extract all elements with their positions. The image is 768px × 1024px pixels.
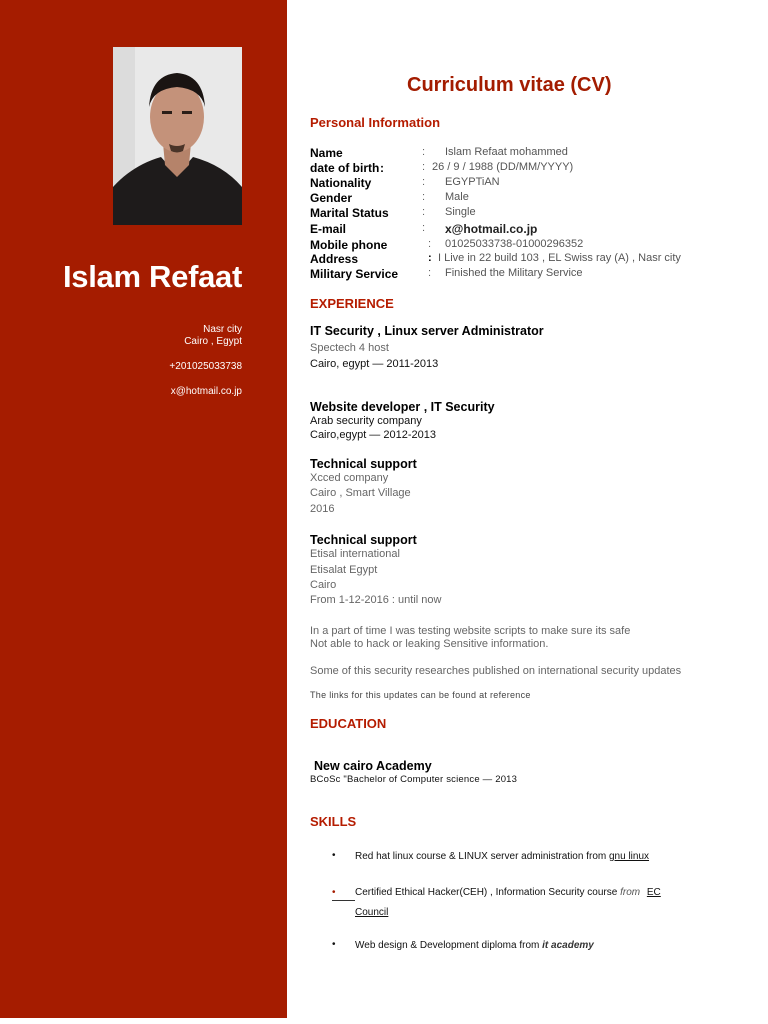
- sidebar-name: Islam Refaat: [62, 259, 242, 294]
- underline-divider: [332, 900, 355, 901]
- skill-from: from: [620, 887, 641, 898]
- degree: BCoSc "Bachelor of Computer science — 2013: [310, 774, 518, 785]
- colon: :: [422, 206, 426, 218]
- education-heading: EDUCATION: [310, 716, 387, 731]
- info-row-dob: [310, 161, 750, 176]
- info-row-military: [310, 267, 750, 282]
- info-label: Nationality: [310, 176, 372, 190]
- info-label: Mobile phone: [310, 238, 388, 252]
- skill-item: [355, 940, 594, 951]
- sidebar-email[interactable]: x@hotmail.co.jp: [170, 386, 242, 397]
- job-company: Etisal international: [310, 548, 400, 560]
- job-company-2: Etisalat Egypt: [310, 564, 378, 576]
- skill-link[interactable]: gnu linux: [609, 851, 650, 862]
- info-label: Military Service: [310, 267, 399, 281]
- school-name: New cairo Academy: [314, 759, 432, 773]
- info-row-email: [310, 222, 750, 237]
- colon: :: [380, 161, 384, 175]
- sidebar-address-line2: Cairo , Egypt: [184, 336, 242, 347]
- info-value: I Live in 22 build 103 , EL Swiss ray (A) , Nasr city: [438, 252, 681, 264]
- job-date: From 1-12-2016 : until now: [310, 594, 442, 606]
- job-company: Arab security company: [310, 415, 422, 427]
- info-row-address: [310, 252, 750, 267]
- experience-note: Some of this security researches published on international security updates: [310, 665, 682, 677]
- skill-text: Certified Ethical Hacker(CEH) , Information Security course: [355, 887, 621, 898]
- colon: :: [422, 146, 426, 158]
- experience-note: Not able to hack or leaking Sensitive information.: [310, 638, 549, 650]
- info-value: Male: [445, 191, 469, 203]
- info-row-mobile: [310, 238, 750, 253]
- info-label: Name: [310, 146, 343, 160]
- info-label: date of birth: [310, 161, 380, 175]
- info-row-name: [310, 146, 750, 161]
- info-value: 26 / 9 / 1988 (DD/MM/YYYY): [432, 161, 574, 173]
- job-location: Cairo , Smart Village: [310, 487, 411, 499]
- info-value: 01025033738-01000296352: [445, 238, 584, 250]
- personal-info-heading: Personal Information: [310, 115, 441, 130]
- bullet-icon: •: [332, 939, 336, 950]
- colon: :: [428, 238, 432, 250]
- bullet-icon: •: [332, 850, 336, 861]
- colon: :: [422, 161, 426, 173]
- info-label: Marital Status: [310, 206, 389, 220]
- info-value-email[interactable]: x@hotmail.co.jp: [445, 222, 538, 236]
- info-value: Finished the Military Service: [445, 267, 583, 279]
- job-title: Website developer , IT Security: [310, 400, 495, 414]
- job-title: Technical support: [310, 533, 417, 547]
- sidebar-phone: +201025033738: [169, 361, 242, 372]
- skill-item-continued: [355, 907, 388, 918]
- experience-heading: EXPERIENCE: [310, 296, 394, 311]
- skills-heading: SKILLS: [310, 814, 357, 829]
- job-title: IT Security , Linux server Administrator: [310, 324, 544, 338]
- info-label: Gender: [310, 191, 353, 205]
- colon: :: [422, 191, 426, 203]
- info-row-marital: [310, 206, 750, 221]
- sidebar: [0, 0, 287, 1018]
- colon: :: [428, 252, 432, 264]
- bullet-icon: •: [332, 887, 336, 898]
- profile-photo: [113, 47, 242, 225]
- main-content: [309, 0, 749, 1024]
- skill-link[interactable]: Council: [355, 907, 389, 918]
- info-value: Single: [445, 206, 476, 218]
- skill-link[interactable]: it academy: [542, 940, 594, 951]
- info-row-nationality: [310, 176, 750, 191]
- skill-item: [355, 887, 661, 898]
- info-row-gender: [310, 191, 750, 206]
- job-location-date: Cairo,egypt — 2012-2013: [310, 429, 436, 441]
- info-value: EGYPTiAN: [445, 176, 500, 188]
- info-label: Address: [310, 252, 359, 266]
- job-company: Xcced company: [310, 472, 389, 484]
- job-date: 2016: [310, 503, 335, 515]
- skill-link[interactable]: EC: [646, 887, 661, 898]
- experience-note: In a part of time I was testing website scripts to make sure its safe: [310, 625, 631, 637]
- job-title: Technical support: [310, 457, 417, 471]
- job-company: Spectech 4 host: [310, 342, 389, 354]
- job-location: Cairo: [310, 579, 337, 591]
- job-location-date: Cairo, egypt — 2011-2013: [310, 358, 439, 370]
- skill-text: Red hat linux course & LINUX server administration from: [355, 851, 609, 862]
- colon: :: [422, 222, 426, 234]
- colon: :: [422, 176, 426, 188]
- colon: :: [428, 267, 432, 279]
- skill-text: Web design & Development diploma from: [355, 940, 543, 951]
- info-label: E-mail: [310, 222, 347, 236]
- sidebar-address-line1: Nasr city: [203, 324, 242, 335]
- info-value: Islam Refaat mohammed: [445, 146, 568, 158]
- page-title: Curriculum vitae (CV): [407, 74, 612, 96]
- experience-note-links: The links for this updates can be found at reference: [310, 690, 531, 700]
- skill-item: [355, 851, 649, 862]
